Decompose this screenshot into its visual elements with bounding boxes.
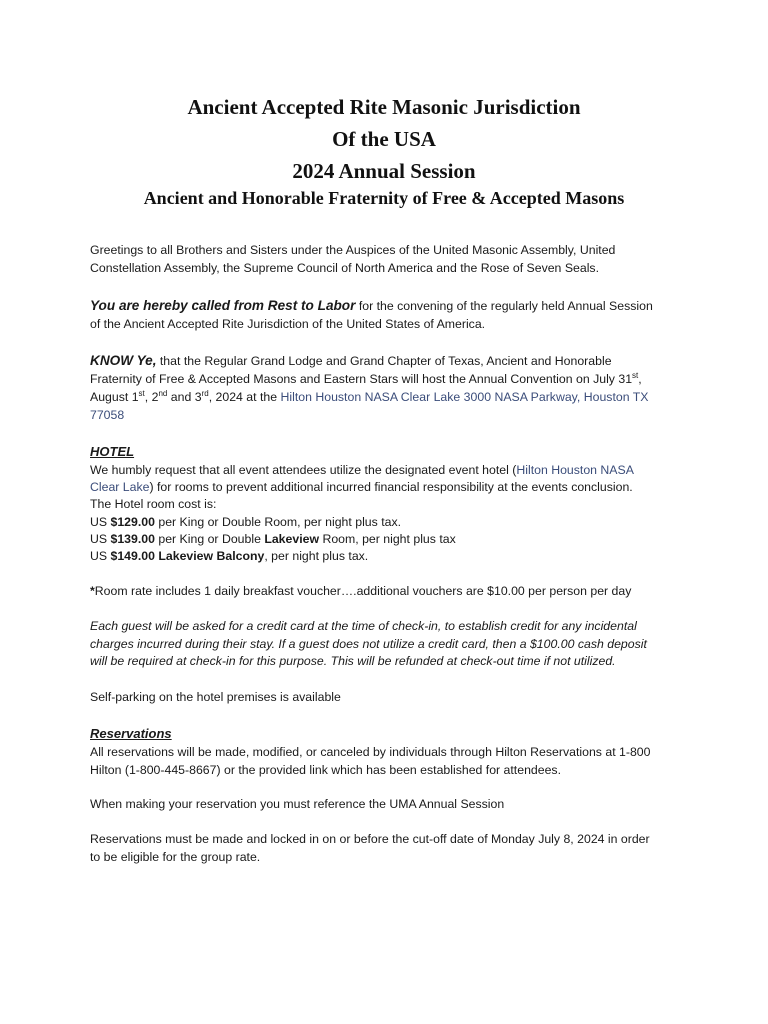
know-line-1: KNOW Ye, that the Regular Grand Lodge and Grand Chapter of Texas, Ancient and Honorable (90, 353, 612, 368)
title-line-2: Of the USA (332, 127, 436, 151)
credit-line-1: Each guest will be asked for a credit card at the time of check-in, to establish credit for any incidental (90, 619, 637, 633)
credit-line-3: will be required at check-in for this purpose. This will be refunded at check-out time if not utilized. (90, 654, 616, 668)
title-line-3: 2024 Annual Session (292, 159, 476, 183)
call-lead: You are hereby called from Rest to Labor (90, 298, 356, 313)
breakfast-note: *Room rate includes 1 daily breakfast voucher….additional vouchers are $10.00 per person per day (90, 584, 632, 598)
reservations-reference: When making your reservation you must reference the UMA Annual Session (90, 797, 505, 811)
hotel-line-2: Clear Lake) for rooms to prevent additional incurred financial responsibility at the events conclusion. (90, 480, 633, 494)
parking-note: Self-parking on the hotel premises is available (90, 690, 341, 704)
reservations-line-2: Hilton (1-800-445-8667) or the provided link which has been established for attendees. (90, 763, 561, 777)
know-line-4: 77058 (90, 408, 125, 422)
cutoff-line-2: to be eligible for the group rate. (90, 850, 261, 864)
cutoff-line-1: Reservations must be made and locked in on or before the cut-off date of Monday July 8, 2024 in order (90, 832, 650, 846)
greeting-line-1: Greetings to all Brothers and Sisters under the Auspices of the United Masonic Assembly, United (90, 243, 616, 257)
venue-address: Hilton Houston NASA Clear Lake 3000 NASA Parkway, Houston TX (280, 390, 649, 404)
greeting-line-2: Constellation Assembly, the Supreme Council of North America and the Rose of Seven Seals. (90, 261, 599, 275)
subtitle: Ancient and Honorable Fraternity of Free & Accepted Masons (143, 188, 625, 208)
hotel-line-1: We humbly request that all event attendees utilize the designated event hotel (Hilton Houston NASA (90, 463, 634, 477)
know-lead: KNOW Ye, (90, 353, 157, 368)
reservations-line-1: All reservations will be made, modified, or canceled by individuals through Hilton Reservations at 1-800 (90, 745, 651, 759)
rate-3: US $149.00 Lakeview Balcony, per night plus tax. (90, 549, 369, 563)
hotel-line-3: The Hotel room cost is: (90, 497, 217, 511)
hotel-heading: HOTEL (90, 444, 135, 459)
call-line-1: You are hereby called from Rest to Labor for the convening of the regularly held Annual Session (90, 298, 653, 313)
reservations-heading: Reservations (90, 726, 172, 741)
know-line-2: Fraternity of Free & Accepted Masons and Eastern Stars will host the Annual Convention on July 31st, (90, 370, 642, 386)
know-line-3: August 1st, 2nd and 3rd, 2024 at the Hilton Houston NASA Clear Lake 3000 NASA Parkway, Houston TX (90, 388, 649, 404)
credit-line-2: charges incurred during their stay. If a guest does not utilize a credit card, then a $100.00 cash deposit (90, 637, 647, 651)
title-line-1: Ancient Accepted Rite Masonic Jurisdiction (187, 95, 581, 119)
rate-1: US $129.00 per King or Double Room, per night plus tax. (90, 515, 402, 529)
call-line-2: of the Ancient Accepted Rite Jurisdiction of the United States of America. (90, 317, 486, 331)
rate-2: US $139.00 per King or Double Lakeview Room, per night plus tax (90, 532, 456, 546)
